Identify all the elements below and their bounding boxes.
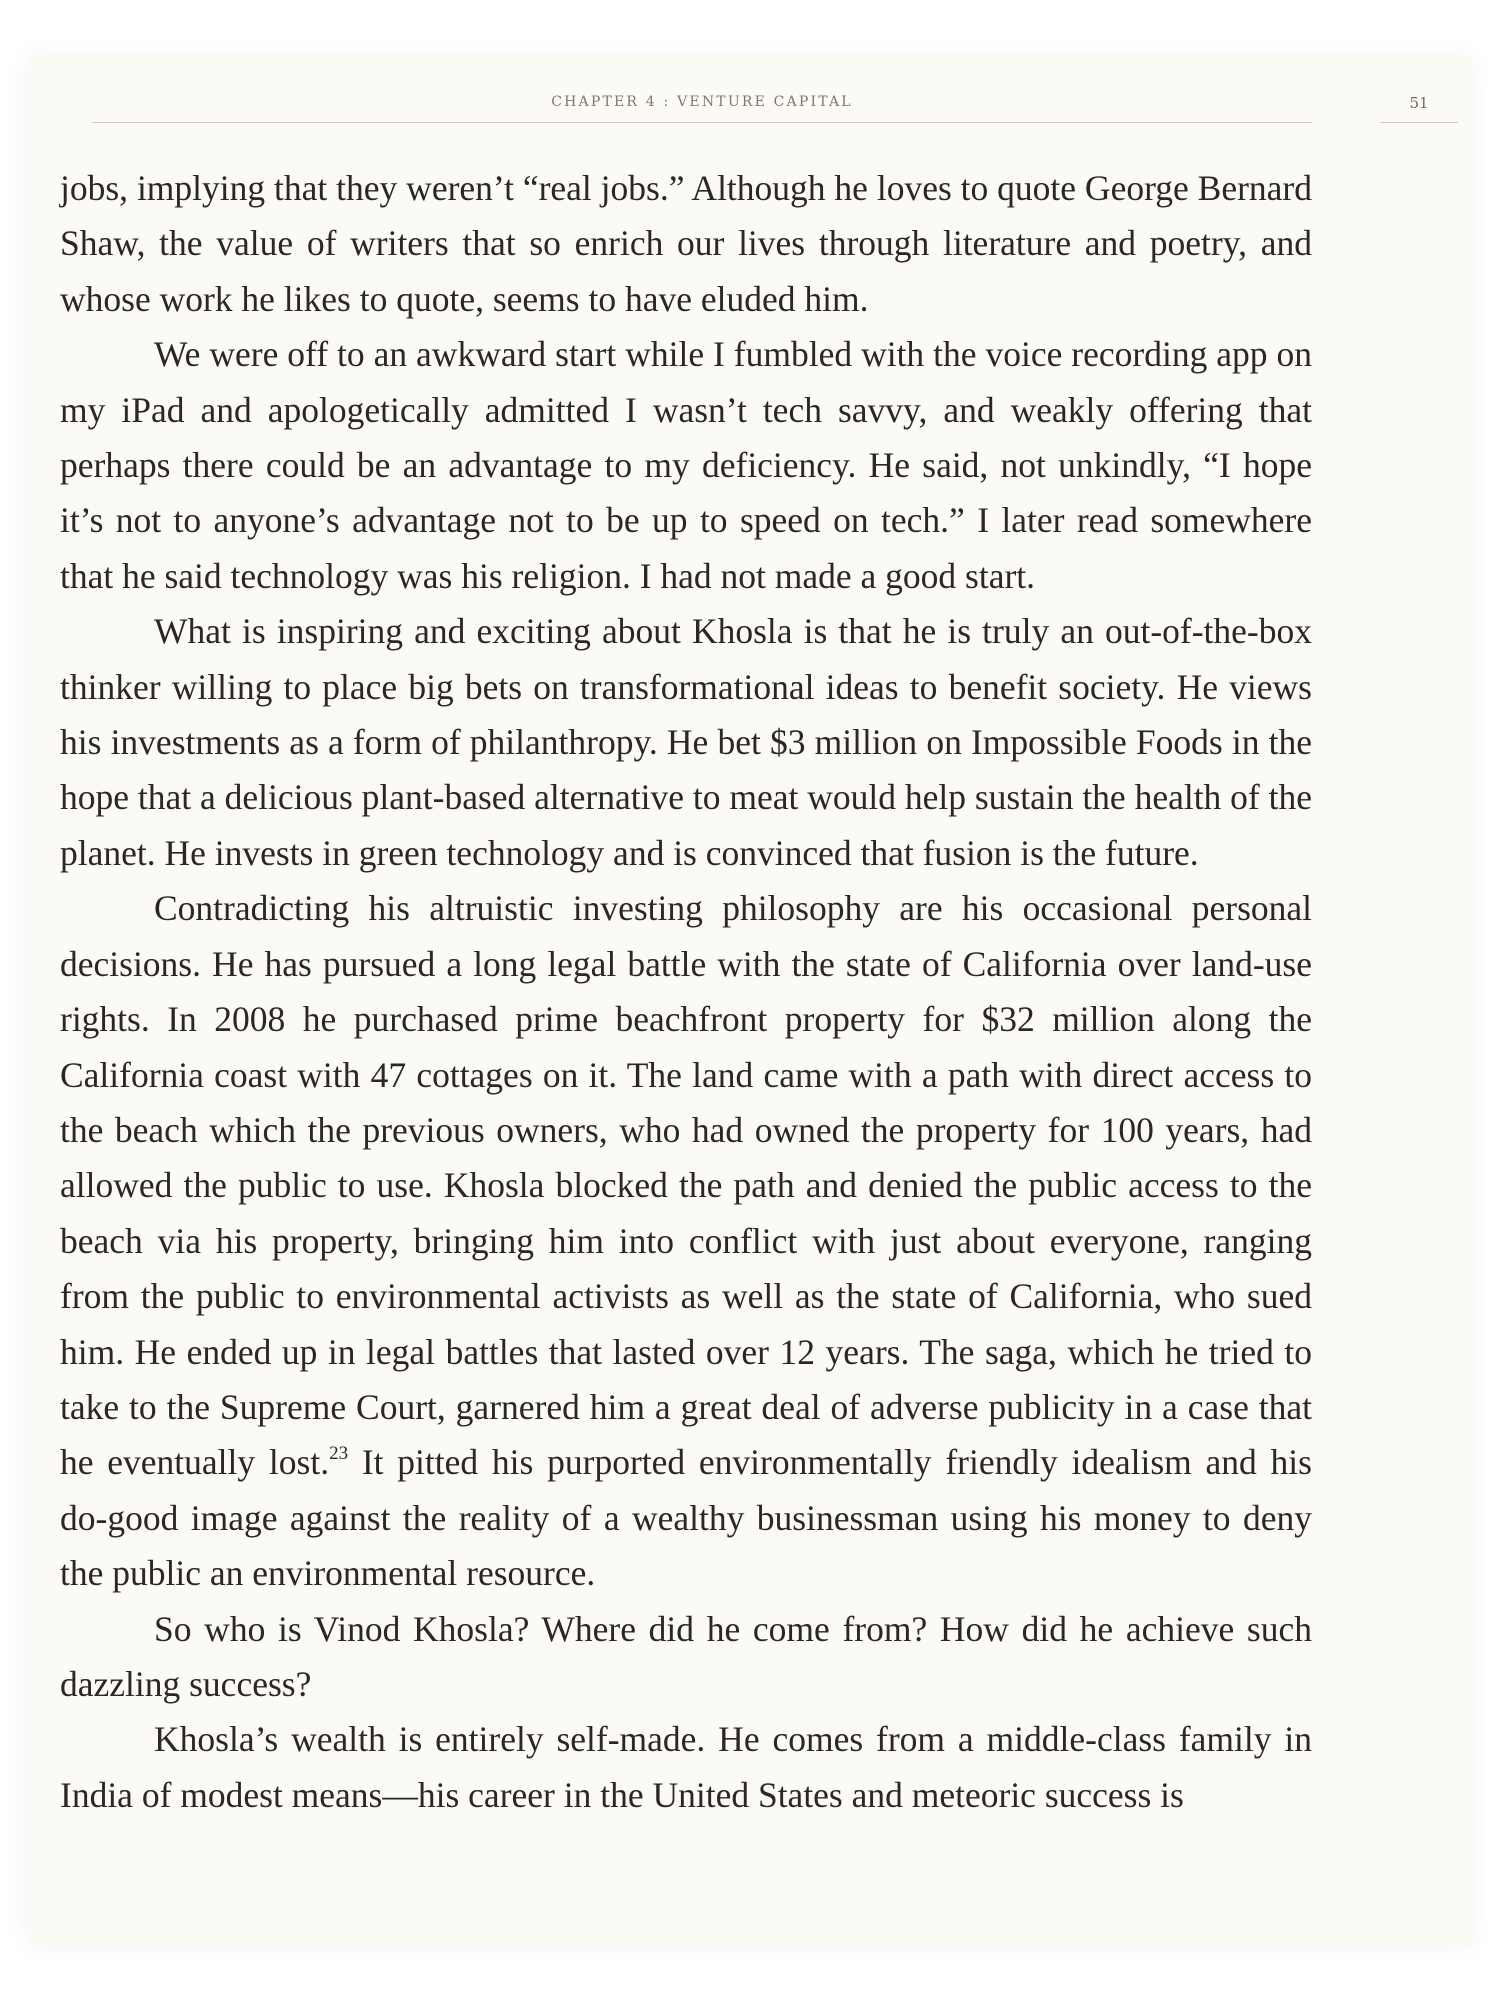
paragraph-3: What is inspiring and exciting about Khosla is that he is truly an out-of-the-box thinker willing to place big bets on transformational ideas to benefit society. He views his investments as a form of philanthropy. He bet $3 million on Impossible Foods in the hope that a delicious plant-based alternative to meat would help sustain the health of the planet. He invests in green technology and is convinced that fusion is the future. [60,611,1312,873]
paragraph-4 [60,881,1312,1601]
chapter-title: CHAPTER 4 : VENTURE CAPITAL [551,94,853,110]
running-header [92,92,1312,123]
book-page [28,56,1472,1946]
page-number: 51 [1409,94,1429,112]
footnote-marker: 23 [329,1443,349,1465]
page-number-area [1380,92,1458,123]
paragraph-5: So who is Vinod Khosla? Where did he come from? How did he achieve such dazzling success? [60,1608,1312,1704]
paragraph-6: Khosla’s wealth is entirely self-made. He comes from a middle-class family in India of modest means—his career in the United States and meteoric success is [60,1719,1312,1815]
paragraph-2: We were off to an awkward start while I fumbled with the voice recording app on my iPad and apologetically admitted I wasn’t tech savvy, and weakly offering that perhaps there could be an advantage to my deficiency. He said, not unkindly, “I hope it’s not to anyone’s advantage not to be up to speed on tech.” I later read somewhere that he said technology was his religion. I had not made a good start. [60,334,1312,596]
body-text [60,161,1312,1823]
paragraph-1: jobs, implying that they weren’t “real jobs.” Although he loves to quote George Bernard Shaw, the value of writers that so enrich our lives through literature and poetry, and whose work he likes to quote, seems to have eluded him. [60,168,1312,319]
paragraph-4-text: Contradicting his altruistic investing philosophy are his occasional personal decisions. He has pursued a long legal battle with the state of California over land-use rights. In 2008 he purchased prime beachfront property for $32 million along the California coast with 47 cottages on it. The land came with a path with direct access to the beach which the previous owners, who had owned the property for 100 years, had allowed the public to use. Khosla blocked the path and denied the public access to the beach via his property, bringing him into conflict with just about everyone, ranging from the public to environmental activists as well as the state of California, who sued him. He ended up in legal battles that lasted over 12 years. The saga, which he tried to take to the Supreme Court, garnered him a great deal of adverse publicity in a case that he eventually lost. [60,888,1312,1483]
paragraph-4-continuation: It pitted his purported environmentally friendly idealism and his do-good image against the reality of a wealthy businessman using his money to deny the public an environmental resource. [60,1442,1312,1594]
